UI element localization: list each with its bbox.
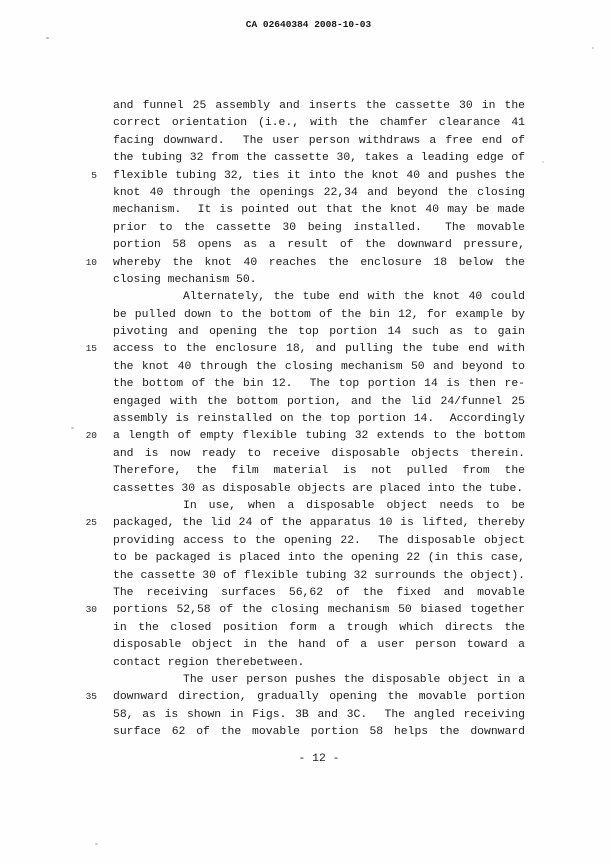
line-text: closing mechanism 50. xyxy=(113,273,257,286)
document-header: CA 02640384 2008-10-03 xyxy=(245,19,372,30)
text-line xyxy=(60,413,525,430)
line-text: In use, when a disposable object needs to be xyxy=(183,499,525,512)
line-number: 30 xyxy=(85,604,97,616)
text-line xyxy=(60,100,525,117)
text-line xyxy=(60,309,525,326)
text-line xyxy=(60,170,525,187)
line-text: engaged with the bottom portion, and the lid 24/funnel 25 xyxy=(113,395,525,408)
line-text: Alternately, the tube end with the knot 40 could xyxy=(183,291,525,304)
text-line xyxy=(60,622,525,639)
text-line xyxy=(60,604,525,621)
text-line xyxy=(60,570,525,587)
text-line xyxy=(60,291,525,308)
text-line xyxy=(60,430,525,447)
scan-speck xyxy=(592,47,594,49)
page-number: - 12 - xyxy=(298,753,340,765)
line-text: downward direction, gradually opening the movable portion xyxy=(113,691,525,704)
line-number: 15 xyxy=(85,343,97,355)
line-text: and funnel 25 assembly and inserts the cassette 30 in the xyxy=(113,100,525,112)
text-line xyxy=(60,378,525,395)
line-text: Therefore, the film material is not pulled from the xyxy=(113,465,525,478)
text-line xyxy=(60,657,525,674)
text-line xyxy=(60,465,525,482)
line-text: cassettes 30 as disposable objects are placed into the tube. xyxy=(113,482,524,495)
line-text: providing access to the opening 22. The disposable object xyxy=(113,534,525,547)
line-text: be pulled down to the bottom of the bin 12, for example by xyxy=(113,308,525,321)
text-line xyxy=(60,674,525,691)
text-line xyxy=(60,257,525,274)
line-number: 35 xyxy=(85,691,97,703)
text-line xyxy=(60,709,525,726)
line-text: a length of empty flexible tubing 32 extends to the bottom xyxy=(113,430,525,443)
text-line xyxy=(60,187,525,204)
text-line xyxy=(60,361,525,378)
text-line xyxy=(60,204,525,221)
text-line xyxy=(60,639,525,656)
text-line xyxy=(60,500,525,517)
line-text: facing downward. The user person withdraws a free end of xyxy=(113,134,525,147)
text-line xyxy=(60,222,525,239)
line-number: 10 xyxy=(85,256,97,268)
text-line xyxy=(60,448,525,465)
scan-speck xyxy=(71,427,74,429)
line-text: pivoting and opening the top portion 14 such as to gain xyxy=(113,326,525,339)
line-number: 25 xyxy=(85,517,97,529)
body-text xyxy=(60,100,525,743)
line-number: 5 xyxy=(91,169,97,181)
text-line xyxy=(60,135,525,152)
line-text: surface 62 of the movable portion 58 helps the downward xyxy=(113,726,525,739)
text-line xyxy=(60,343,525,360)
text-line xyxy=(60,517,525,534)
line-text: to be packaged is placed into the opening 22 (in this case, xyxy=(113,552,525,565)
line-text: mechanism. It is pointed out that the knot 40 may be made xyxy=(113,204,525,217)
line-text: the bottom of the bin 12. The top portion 14 is then re- xyxy=(113,378,525,391)
line-text: disposable object in the hand of a user person toward a xyxy=(113,639,525,652)
text-line xyxy=(60,483,525,500)
text-line xyxy=(60,396,525,413)
line-text: the tubing 32 from the cassette 30, takes a leading edge of xyxy=(113,152,525,165)
text-line xyxy=(60,552,525,569)
text-line xyxy=(60,274,525,291)
line-text: and is now ready to receive disposable objects therein. xyxy=(113,447,525,460)
line-text: knot 40 through the openings 22,34 and beyond the closing xyxy=(113,186,525,199)
line-text: portion 58 opens as a result of the downward pressure, xyxy=(113,239,525,252)
line-number: 20 xyxy=(85,430,97,442)
line-text: assembly is reinstalled on the top portion 14. Accordingly xyxy=(113,413,525,426)
line-text: in the closed position form a trough which directs the xyxy=(113,621,525,634)
text-line xyxy=(60,152,525,169)
text-line xyxy=(60,117,525,134)
line-text: contact region therebetween. xyxy=(113,656,305,669)
line-text: 58, as is shown in Figs. 3B and 3C. The angled receiving xyxy=(113,708,525,721)
line-text: portions 52,58 of the closing mechanism 50 biased together xyxy=(113,604,525,617)
line-text: the knot 40 through the closing mechanism 50 and beyond to xyxy=(113,360,525,373)
line-text: prior to the cassette 30 being installed. The movable xyxy=(113,221,525,234)
scan-speck xyxy=(46,37,49,39)
line-text: packaged, the lid 24 of the apparatus 10 is lifted, thereby xyxy=(113,517,525,530)
line-text: whereby the knot 40 reaches the enclosure 18 below the xyxy=(113,256,525,269)
line-text: access to the enclosure 18, and pulling the tube end with xyxy=(113,343,525,356)
line-text: the cassette 30 of flexible tubing 32 surrounds the object). xyxy=(113,569,525,582)
line-text: correct orientation (i.e., with the chamfer clearance 41 xyxy=(113,117,525,130)
line-text: The receiving surfaces 56,62 of the fixed and movable xyxy=(113,586,525,599)
scan-speck xyxy=(95,843,98,845)
text-line xyxy=(60,535,525,552)
line-text: The user person pushes the disposable object in a xyxy=(183,673,525,686)
text-line xyxy=(60,726,525,743)
text-line xyxy=(60,239,525,256)
scan-speck xyxy=(542,161,544,163)
text-line xyxy=(60,691,525,708)
text-line xyxy=(60,326,525,343)
line-text: flexible tubing 32, ties it into the knot 40 and pushes the xyxy=(113,169,525,182)
text-line xyxy=(60,587,525,604)
